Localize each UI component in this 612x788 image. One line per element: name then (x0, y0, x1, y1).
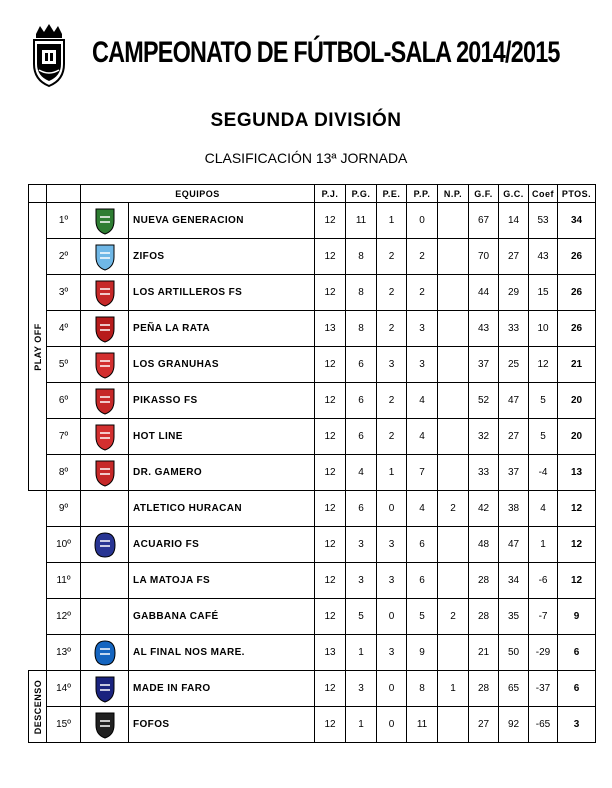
team-logo-cell (81, 563, 129, 599)
team-name-cell: NUEVA GENERACION (129, 203, 315, 239)
np-cell (438, 275, 469, 311)
coef-cell: 1 (529, 527, 558, 563)
table-row (29, 347, 596, 383)
table-row (29, 455, 596, 491)
black-gold-shield-icon (94, 711, 116, 739)
gc-cell: 37 (499, 455, 529, 491)
pp-cell: 6 (407, 563, 438, 599)
np-cell (438, 419, 469, 455)
pj-cell: 12 (315, 527, 346, 563)
division-heading: SEGUNDA DIVISIÓN (210, 110, 402, 131)
table-row (29, 707, 596, 743)
devil-crest-icon (94, 351, 116, 379)
pe-cell: 3 (377, 563, 407, 599)
gf-cell: 32 (469, 419, 499, 455)
gf-cell: 42 (469, 491, 499, 527)
team-logo-cell (81, 275, 129, 311)
np-cell (438, 383, 469, 419)
pe-cell: 2 (377, 311, 407, 347)
pp-cell: 2 (407, 239, 438, 275)
pg-cell: 5 (346, 599, 377, 635)
pp-cell: 5 (407, 599, 438, 635)
gc-cell: 47 (499, 383, 529, 419)
pg-cell: 8 (346, 311, 377, 347)
table-row (29, 311, 596, 347)
gc-cell: 35 (499, 599, 529, 635)
gf-cell: 28 (469, 563, 499, 599)
position-cell: 5º (47, 347, 81, 383)
gc-cell: 33 (499, 311, 529, 347)
header-pos-blank (47, 185, 81, 203)
pj-cell: 12 (315, 707, 346, 743)
table-row (29, 275, 596, 311)
team-name-cell: AL FINAL NOS MARE. (129, 635, 315, 671)
gc-cell: 27 (499, 419, 529, 455)
column-header-np: N.P. (438, 185, 469, 203)
position-cell: 12º (47, 599, 81, 635)
gc-cell: 47 (499, 527, 529, 563)
team-name-cell: GABBANA CAFÉ (129, 599, 315, 635)
team-logo-cell (81, 491, 129, 527)
team-name-cell: ACUARIO FS (129, 527, 315, 563)
team-logo-cell (81, 383, 129, 419)
pp-cell: 4 (407, 419, 438, 455)
position-cell: 3º (47, 275, 81, 311)
pts-cell: 26 (558, 239, 596, 275)
team-logo-cell (81, 707, 129, 743)
team-name-cell: ZIFOS (129, 239, 315, 275)
team-logo-cell (81, 419, 129, 455)
descenso-zone-label (29, 671, 47, 743)
pe-cell: 0 (377, 671, 407, 707)
coef-cell: -65 (529, 707, 558, 743)
team-logo-cell (81, 311, 129, 347)
pj-cell: 12 (315, 671, 346, 707)
pp-cell: 2 (407, 275, 438, 311)
gc-cell: 27 (499, 239, 529, 275)
team-name-cell: LOS GRANUHAS (129, 347, 315, 383)
skyblue-crest-icon (94, 243, 116, 271)
pg-cell: 6 (346, 491, 377, 527)
table-row (29, 599, 596, 635)
position-cell: 11º (47, 563, 81, 599)
gc-cell: 34 (499, 563, 529, 599)
position-cell: 9º (47, 491, 81, 527)
blue-oval-crest-icon (94, 531, 116, 559)
np-cell (438, 563, 469, 599)
pp-cell: 9 (407, 635, 438, 671)
pirate-crest-icon (94, 639, 116, 667)
gf-cell: 43 (469, 311, 499, 347)
column-header-ptos: PTOS. (558, 185, 596, 203)
table-row (29, 419, 596, 455)
team-name-cell: DR. GAMERO (129, 455, 315, 491)
pts-cell: 12 (558, 491, 596, 527)
position-cell: 7º (47, 419, 81, 455)
team-name-cell: ATLETICO HURACAN (129, 491, 315, 527)
pp-cell: 0 (407, 203, 438, 239)
coef-cell: 53 (529, 203, 558, 239)
pts-cell: 20 (558, 419, 596, 455)
gf-cell: 27 (469, 707, 499, 743)
pg-cell: 6 (346, 419, 377, 455)
team-name-cell: MADE IN FARO (129, 671, 315, 707)
pj-cell: 13 (315, 311, 346, 347)
position-cell: 4º (47, 311, 81, 347)
pts-cell: 6 (558, 635, 596, 671)
column-header-gc: G.C. (499, 185, 529, 203)
column-header-pe: P.E. (377, 185, 407, 203)
pts-cell: 9 (558, 599, 596, 635)
np-cell (438, 527, 469, 563)
coef-cell: 43 (529, 239, 558, 275)
position-cell: 10º (47, 527, 81, 563)
gf-cell: 67 (469, 203, 499, 239)
np-cell (438, 311, 469, 347)
red-black-shield-icon (94, 315, 116, 343)
np-cell: 2 (438, 599, 469, 635)
position-cell: 6º (47, 383, 81, 419)
pg-cell: 3 (346, 671, 377, 707)
pj-cell: 12 (315, 455, 346, 491)
playoff-zone-label (29, 203, 47, 491)
pg-cell: 1 (346, 707, 377, 743)
np-cell: 1 (438, 671, 469, 707)
pp-cell: 3 (407, 311, 438, 347)
midtable-zone-blank (29, 491, 47, 671)
pp-cell: 6 (407, 527, 438, 563)
town-crest-icon (26, 20, 72, 90)
pj-cell: 12 (315, 419, 346, 455)
pp-cell: 4 (407, 491, 438, 527)
pj-cell: 12 (315, 347, 346, 383)
np-cell (438, 347, 469, 383)
table-row (29, 239, 596, 275)
coef-cell: -4 (529, 455, 558, 491)
team-logo-cell (81, 203, 129, 239)
gc-cell: 25 (499, 347, 529, 383)
team-name-cell: PIKASSO FS (129, 383, 315, 419)
red-shield-icon (94, 279, 116, 307)
pe-cell: 2 (377, 275, 407, 311)
team-name-cell: LOS ARTILLEROS FS (129, 275, 315, 311)
team-name-cell: PEÑA LA RATA (129, 311, 315, 347)
column-header-pp: P.P. (407, 185, 438, 203)
pg-cell: 3 (346, 563, 377, 599)
table-header-row (29, 185, 596, 203)
playoff-label-text: PLAY OFF (32, 322, 43, 371)
np-cell: 2 (438, 491, 469, 527)
liverbird-crest-icon (94, 387, 116, 415)
pts-cell: 12 (558, 527, 596, 563)
coef-cell: 10 (529, 311, 558, 347)
pp-cell: 11 (407, 707, 438, 743)
team-name-cell: HOT LINE (129, 419, 315, 455)
np-cell (438, 635, 469, 671)
cannon-crest-icon (94, 423, 116, 451)
pe-cell: 2 (377, 419, 407, 455)
gc-cell: 65 (499, 671, 529, 707)
pg-cell: 3 (346, 527, 377, 563)
gc-cell: 50 (499, 635, 529, 671)
pts-cell: 3 (558, 707, 596, 743)
np-cell (438, 203, 469, 239)
pe-cell: 3 (377, 527, 407, 563)
header-side-blank (29, 185, 47, 203)
gf-cell: 33 (469, 455, 499, 491)
pj-cell: 12 (315, 491, 346, 527)
pts-cell: 13 (558, 455, 596, 491)
pg-cell: 6 (346, 383, 377, 419)
pts-cell: 21 (558, 347, 596, 383)
team-logo-cell (81, 347, 129, 383)
coef-cell: -6 (529, 563, 558, 599)
pts-cell: 12 (558, 563, 596, 599)
column-header-gf: G.F. (469, 185, 499, 203)
gc-cell: 38 (499, 491, 529, 527)
pg-cell: 8 (346, 239, 377, 275)
standings-table (28, 184, 596, 743)
pe-cell: 2 (377, 383, 407, 419)
team-logo-cell (81, 239, 129, 275)
coef-cell: 4 (529, 491, 558, 527)
pg-cell: 6 (346, 347, 377, 383)
position-cell: 8º (47, 455, 81, 491)
position-cell: 13º (47, 635, 81, 671)
coef-cell: 5 (529, 383, 558, 419)
pe-cell: 1 (377, 455, 407, 491)
pg-cell: 8 (346, 275, 377, 311)
pe-cell: 3 (377, 635, 407, 671)
pe-cell: 0 (377, 707, 407, 743)
team-logo-cell (81, 635, 129, 671)
pj-cell: 12 (315, 275, 346, 311)
gf-cell: 44 (469, 275, 499, 311)
descenso-label-text: DESCENSO (32, 679, 43, 734)
table-row (29, 671, 596, 707)
pts-cell: 26 (558, 275, 596, 311)
gf-cell: 52 (469, 383, 499, 419)
gc-cell: 29 (499, 275, 529, 311)
column-header-equipos: EQUIPOS (81, 185, 315, 203)
pts-cell: 20 (558, 383, 596, 419)
pj-cell: 12 (315, 599, 346, 635)
pts-cell: 26 (558, 311, 596, 347)
gf-cell: 70 (469, 239, 499, 275)
pp-cell: 4 (407, 383, 438, 419)
np-cell (438, 239, 469, 275)
pj-cell: 12 (315, 563, 346, 599)
pp-cell: 7 (407, 455, 438, 491)
pj-cell: 12 (315, 239, 346, 275)
table-row (29, 563, 596, 599)
gf-cell: 28 (469, 599, 499, 635)
team-logo-cell (81, 599, 129, 635)
team-name-cell: LA MATOJA FS (129, 563, 315, 599)
gf-cell: 21 (469, 635, 499, 671)
pe-cell: 1 (377, 203, 407, 239)
coef-cell: -29 (529, 635, 558, 671)
table-row (29, 635, 596, 671)
coef-cell: 5 (529, 419, 558, 455)
column-header-coef: Coef (529, 185, 558, 203)
coef-cell: -37 (529, 671, 558, 707)
pj-cell: 12 (315, 383, 346, 419)
pe-cell: 0 (377, 599, 407, 635)
position-cell: 2º (47, 239, 81, 275)
np-cell (438, 455, 469, 491)
table-row (29, 203, 596, 239)
table-row (29, 527, 596, 563)
column-header-pj: P.J. (315, 185, 346, 203)
pe-cell: 0 (377, 491, 407, 527)
pg-cell: 1 (346, 635, 377, 671)
pj-cell: 13 (315, 635, 346, 671)
pp-cell: 8 (407, 671, 438, 707)
page-title: CAMPEONATO DE FÚTBOL-SALA 2014/2015 (92, 36, 560, 69)
gc-cell: 14 (499, 203, 529, 239)
gf-cell: 48 (469, 527, 499, 563)
gf-cell: 28 (469, 671, 499, 707)
team-logo-cell (81, 527, 129, 563)
team-logo-cell (81, 455, 129, 491)
pp-cell: 3 (407, 347, 438, 383)
team-name-cell: FOFOS (129, 707, 315, 743)
coef-cell: 15 (529, 275, 558, 311)
pts-cell: 6 (558, 671, 596, 707)
team-logo-cell (81, 671, 129, 707)
gc-cell: 92 (499, 707, 529, 743)
pg-cell: 4 (346, 455, 377, 491)
table-row (29, 491, 596, 527)
column-header-pg: P.G. (346, 185, 377, 203)
np-cell (438, 707, 469, 743)
table-row (29, 383, 596, 419)
pj-cell: 12 (315, 203, 346, 239)
dragon-crest-icon (94, 459, 116, 487)
position-cell: 15º (47, 707, 81, 743)
pg-cell: 11 (346, 203, 377, 239)
position-cell: 1º (47, 203, 81, 239)
pts-cell: 34 (558, 203, 596, 239)
coef-cell: 12 (529, 347, 558, 383)
position-cell: 14º (47, 671, 81, 707)
standings-subtitle: CLASIFICACIÓN 13ª JORNADA (204, 150, 408, 166)
pe-cell: 2 (377, 239, 407, 275)
gf-cell: 37 (469, 347, 499, 383)
blue-shield-icon (94, 675, 116, 703)
pe-cell: 3 (377, 347, 407, 383)
coef-cell: -7 (529, 599, 558, 635)
green-shield-icon (94, 207, 116, 235)
